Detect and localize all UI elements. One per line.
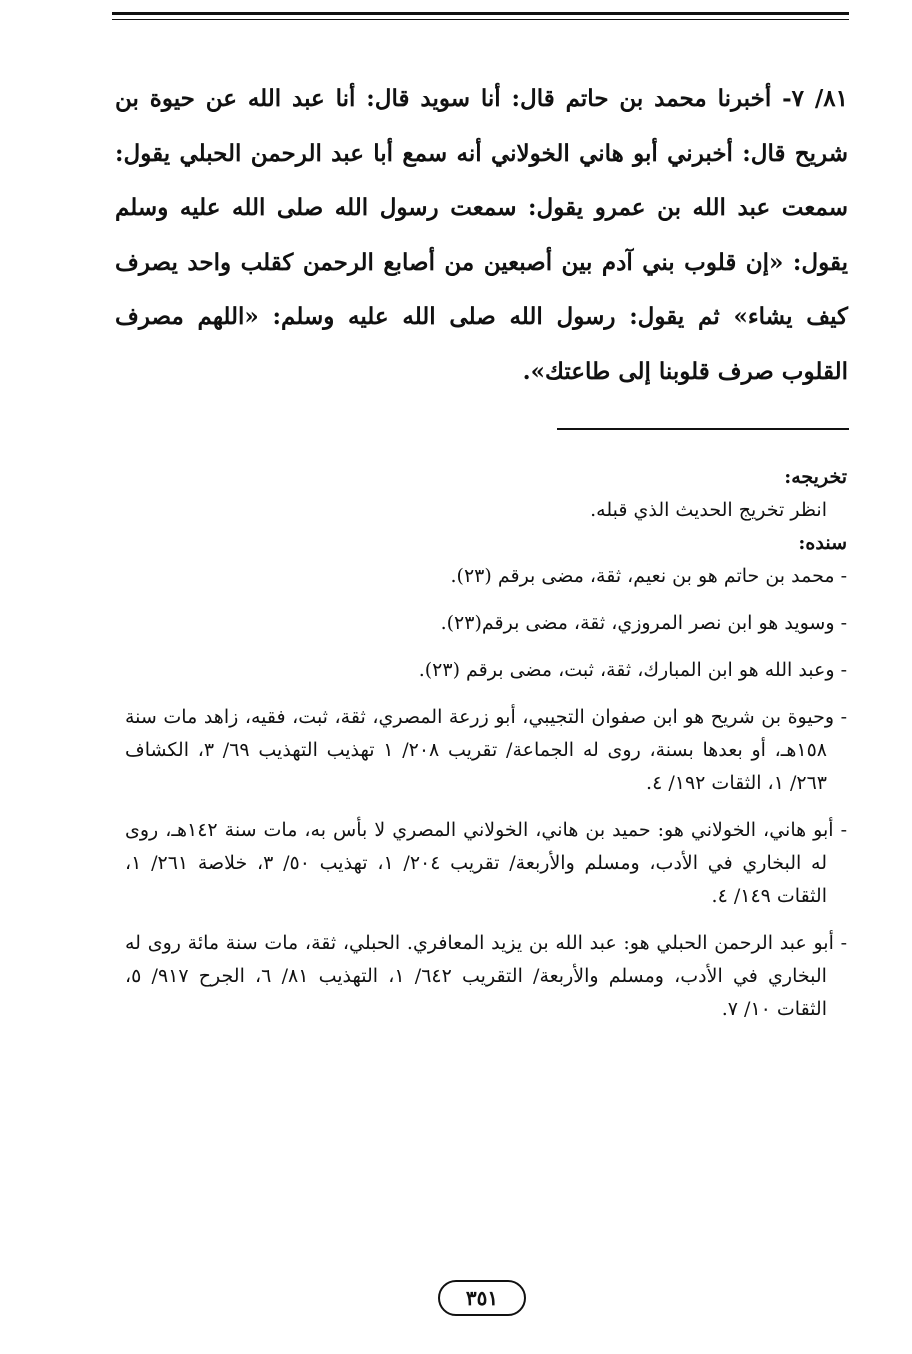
narrator-list — [125, 560, 847, 1026]
narrator-item: - محمد بن حاتم هو بن نعيم، ثقة، مضى برقم (٢٣). — [450, 565, 847, 587]
footnote-separator — [557, 428, 849, 430]
hadith-text-block — [115, 72, 848, 399]
header-rule-thick — [112, 12, 849, 15]
narrator-item: - وحيوة بن شريح هو ابن صفوان التجيبي، أبو زرعة المصري، ثقة، ثبت، فقيه، زاهد مات سنة ١٥٨هـ، أو بعدها بسنة، روى له الجماعة/ تقريب ٢٠٨/ ١ تهذيب التهذيب ٦٩/ ٣، الكشاف ٢٦٣/ ١، الثقات ١٩٢/ ٤. — [125, 706, 847, 794]
takhrij-heading: تخريجه: — [784, 466, 847, 488]
narrator-item: - وسويد هو ابن نصر المروزي، ثقة، مضى برقم(٢٣). — [440, 612, 847, 634]
narrator-item: - أبو عبد الرحمن الحبلي هو: عبد الله بن يزيد المعافري. الحبلي، ثقة، مات سنة مائة روى له البخاري في الأدب، ومسلم والأربعة/ التقريب ٦٤٢/ ١، التهذيب ٨١/ ٦، الجرح ٩١٧/ ٥، الثقات ١٠/ ٧. — [125, 932, 847, 1020]
header-rule-thin — [112, 19, 849, 20]
notes-section — [125, 461, 847, 1040]
sanad-heading: سنده: — [798, 532, 847, 554]
narrator-item: - وعبد الله هو ابن المبارك، ثقة، ثبت، مضى برقم (٢٣). — [418, 659, 847, 681]
narrator-item: - أبو هاني، الخولاني هو: حميد بن هاني، الخولاني المصري لا بأس به، مات سنة ١٤٢هـ، روى له البخاري في الأدب، ومسلم والأربعة/ تقريب ٢٠٤/ ١، تهذيب ٥٠/ ٣، خلاصة ٢٦١/ ١، الثقات ١٤٩/ ٤. — [125, 819, 847, 907]
page-number: ٣٥١ — [438, 1280, 526, 1316]
takhrij-text: انظر تخريج الحديث الذي قبله. — [590, 499, 827, 521]
hadith-text: ٨١/ ٧- أخبرنا محمد بن حاتم قال: أنا سويد قال: أنا عبد الله عن حيوة بن شريح قال: أخبرني أبو هاني الخولاني أنه سمع أبا عبد الرحمن الحبلي يقول: سمعت عبد الله بن عمرو يقول: سمعت رسول الله صلى الله عليه وسلم يقول: «إن قلوب بني آدم بين أصبعين من أصابع الرحمن كقلب واحد يصرف كيف يشاء» ثم يقول: رسول الله صلى الله عليه وسلم: «اللهم مصرف القلوب صرف قلوبنا إلى طاعتك». — [115, 85, 848, 385]
